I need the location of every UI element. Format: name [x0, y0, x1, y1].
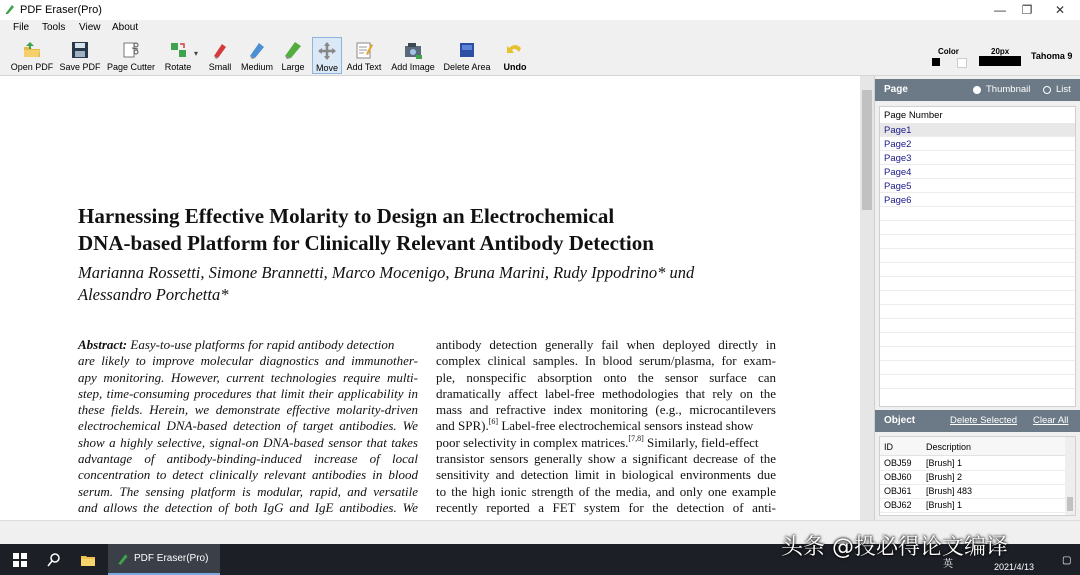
title-bar [0, 0, 1080, 21]
add-text-button[interactable] [344, 37, 384, 74]
delete-area-label: Delete Area [443, 62, 491, 72]
page-panel-title: Page [884, 84, 908, 95]
save-pdf-button[interactable] [58, 37, 102, 74]
text-line: and SPR). [436, 418, 489, 434]
taskbar-app-label: PDF Eraser(Pro) [134, 553, 209, 564]
small-eraser-icon [210, 40, 230, 60]
menu-tools[interactable]: Tools [42, 22, 66, 33]
object-description: [Brush] 2 [926, 472, 963, 482]
text-line: step, time-consuming procedures that limit their applicability in [78, 385, 418, 401]
empty-row [880, 207, 1075, 221]
page-row[interactable] [880, 137, 1075, 151]
text-line: and allows the detection of both IgG and IgE antibodies. We [78, 499, 418, 515]
page-row-label: Page1 [884, 125, 912, 136]
small-eraser-button[interactable] [204, 37, 236, 74]
color-label: Color [938, 47, 959, 56]
text-line: advantage of antibody-binding-induced increase of local [78, 451, 418, 467]
paper-title-line: DNA-based Platform for Clinically Relevant Antibody Detection [78, 231, 654, 255]
floppy-disk-icon [70, 40, 90, 60]
object-panel-header [875, 410, 1080, 432]
search-icon[interactable] [46, 552, 62, 568]
brush-size-label: 20px [991, 47, 1010, 56]
undo-icon [505, 40, 525, 60]
scissors-page-icon [121, 40, 141, 60]
ime-indicator[interactable]: 英 [943, 559, 953, 570]
open-folder-icon [22, 40, 42, 60]
text-line: dramatically affect label-free methodologies that rely on the [436, 385, 776, 401]
delete-area-button[interactable] [440, 37, 494, 74]
table-row[interactable] [880, 498, 1065, 513]
object-table-header [880, 437, 1075, 456]
delete-selected-link[interactable]: Delete Selected [950, 415, 1018, 426]
text-line: transistor sensors generally show a significant decrease of the [436, 451, 776, 467]
medium-eraser-label: Medium [240, 62, 273, 72]
paper-authors [78, 262, 694, 306]
page-list[interactable] [879, 106, 1076, 407]
text-line: ple, nonspecific absorption onto the sensor surface can [436, 369, 776, 385]
reference-6: [6] [488, 417, 499, 427]
empty-row [880, 277, 1075, 291]
text-line: mass and refractive index monitoring (e.g., microcantilevers [436, 402, 776, 418]
object-description: [Brush] 1 [926, 458, 963, 468]
delete-area-icon [457, 40, 477, 60]
font-label[interactable]: Tahoma 9 [1031, 51, 1073, 61]
scrollbar-thumb[interactable] [862, 90, 872, 210]
table-row[interactable] [880, 470, 1065, 485]
medium-eraser-icon [247, 40, 267, 60]
page-row-label: Page6 [884, 195, 912, 206]
page-row[interactable] [880, 151, 1075, 165]
empty-row [880, 291, 1075, 305]
open-pdf-label: Open PDF [10, 62, 54, 72]
object-id: OBJ59 [884, 458, 912, 468]
minimize-button[interactable]: — [994, 3, 1006, 17]
text-line: show a highly selective, signal-on DNA-based sensor that takes [78, 434, 418, 450]
object-table-scrollbar[interactable] [1065, 437, 1075, 515]
page-cutter-label: Page Cutter [106, 62, 156, 72]
text-line: are likely to improve molecular diagnostics and immunother- [78, 353, 418, 369]
empty-row [880, 347, 1075, 361]
menu-view[interactable]: View [79, 22, 101, 33]
document-scrollbar[interactable] [860, 76, 874, 520]
page-cutter-button[interactable] [104, 37, 158, 74]
list-radio-label[interactable]: List [1056, 84, 1071, 95]
page-row[interactable] [880, 165, 1075, 179]
page-list-header [880, 107, 1075, 124]
menu-about[interactable]: About [112, 22, 139, 33]
move-cross-icon [317, 41, 337, 61]
add-text-label: Add Text [346, 62, 382, 72]
close-button[interactable]: ✕ [1054, 3, 1066, 17]
authors-line: Marianna Rossetti, Simone Brannetti, Marco Mocenigo, Bruna Marini, Rudy Ippodrino* und [78, 263, 695, 282]
object-id: OBJ62 [884, 500, 912, 510]
object-table[interactable] [879, 436, 1076, 516]
add-image-label: Add Image [391, 62, 435, 72]
primary-color-swatch[interactable] [932, 58, 940, 66]
small-eraser-label: Small [208, 62, 232, 72]
text-line: Easy-to-use platforms for rapid antibody detection [127, 337, 395, 352]
object-description: [Brush] 483 [926, 486, 973, 496]
move-label: Move [315, 63, 338, 73]
taskbar-app-pdf-eraser[interactable] [108, 544, 220, 575]
thumbnail-radio-label[interactable]: Thumbnail [986, 84, 1031, 95]
medium-eraser-button[interactable] [238, 37, 276, 74]
toolbar [0, 37, 1080, 76]
empty-row [880, 361, 1075, 375]
text-line: Similarly, field-effect [643, 434, 759, 450]
text-line: complex clinical samples. In blood serum/plasma, for exam- [436, 353, 776, 369]
thumbnail-radio[interactable] [973, 86, 981, 94]
text-line: apy monitoring. However, current technologies require multi- [78, 369, 418, 385]
save-pdf-label: Save PDF [59, 62, 101, 72]
move-button[interactable] [312, 37, 342, 74]
page-row-label: Page3 [884, 153, 912, 164]
table-row[interactable] [880, 484, 1065, 499]
object-description: [Brush] 1 [926, 500, 963, 510]
scrollbar-thumb[interactable] [1067, 497, 1073, 511]
abstract-column [78, 337, 418, 516]
large-eraser-button[interactable] [277, 37, 309, 74]
clear-all-link[interactable]: Clear All [1033, 415, 1069, 426]
text-line: Label-free electrochemical sensors instead show [498, 418, 754, 434]
menu-file[interactable]: File [13, 22, 30, 33]
text-line: poor selectivity in complex matrices. [436, 434, 629, 450]
text-line: recently reported a FET system for the detection of anti- [436, 499, 776, 515]
rotate-label: Rotate [164, 62, 192, 72]
text-line: concentration to detect clinically relevant antibodies in blood [78, 467, 418, 483]
windows-start-icon[interactable] [12, 552, 28, 568]
text-line: serum. The sensing platform is modular, rapid, and versatile [78, 483, 418, 499]
empty-row [880, 221, 1075, 235]
window-title: PDF Eraser(Pro) [20, 4, 102, 16]
undo-label: Undo [503, 62, 527, 72]
object-panel-title: Object [884, 415, 916, 426]
text-line: antibody detection generally fail when deployed directly in [436, 337, 776, 352]
paper-title [78, 203, 654, 257]
app-logo-icon [4, 3, 16, 15]
reference-7-8: [7,8] [628, 433, 644, 443]
undo-button[interactable] [498, 37, 532, 74]
page-row-label: Page2 [884, 139, 912, 150]
pdf-page[interactable] [4, 79, 847, 520]
page-row[interactable] [880, 179, 1075, 193]
brush-size-preview[interactable] [979, 56, 1021, 66]
empty-row [880, 375, 1075, 389]
restore-button[interactable]: ❐ [1021, 3, 1033, 17]
add-text-icon [354, 40, 374, 60]
text-line: to the high ionic strength of the media, and only one example [436, 483, 776, 499]
empty-row [880, 305, 1075, 319]
empty-row [880, 333, 1075, 347]
page-row-label: Page4 [884, 167, 912, 178]
empty-row [880, 319, 1075, 333]
rotate-icon [168, 40, 188, 60]
add-image-icon [403, 40, 423, 60]
notification-icon[interactable]: ▢ [1062, 555, 1072, 566]
app-logo-icon [116, 552, 130, 566]
text-line: sensitivity and detection limit in biological environments due [436, 467, 776, 483]
id-column-header: ID [884, 442, 893, 452]
empty-row [880, 235, 1075, 249]
authors-line: Alessandro Porchetta* [78, 285, 229, 304]
page-row[interactable] [880, 123, 1075, 137]
text-line: electrochemical DNA-based detection of target antibodies. We [78, 418, 418, 434]
text-line: these fields. Herein, we demonstrate effective molarity-driven [78, 402, 418, 418]
object-id: OBJ61 [884, 486, 912, 496]
body-column [436, 337, 776, 516]
page-number-column-header: Page Number [884, 110, 943, 121]
empty-row [880, 249, 1075, 263]
table-row[interactable] [880, 456, 1065, 471]
clock-date[interactable]: 2021/4/13 [994, 562, 1035, 572]
open-pdf-button[interactable] [8, 37, 56, 74]
list-radio[interactable] [1043, 86, 1051, 94]
object-id: OBJ60 [884, 472, 912, 482]
page-row-label: Page5 [884, 181, 912, 192]
paper-title-line: Harnessing Effective Molarity to Design an Electrochemical [78, 204, 615, 228]
page-panel-header [875, 79, 1080, 101]
large-eraser-icon [283, 40, 303, 60]
file-explorer-icon[interactable] [80, 552, 96, 568]
add-image-button[interactable] [388, 37, 438, 74]
large-eraser-label: Large [281, 62, 305, 72]
secondary-color-swatch[interactable] [957, 58, 967, 68]
menu-bar [0, 20, 1080, 37]
abstract-label: Abstract: [78, 337, 128, 352]
empty-row [880, 263, 1075, 277]
description-column-header: Description [926, 442, 972, 452]
watermark: 头条 @投必得论文编译 [781, 535, 1008, 560]
rotate-button[interactable] [160, 37, 199, 74]
page-row[interactable] [880, 193, 1075, 207]
rotate-dropdown-icon[interactable]: ▾ [194, 49, 199, 58]
